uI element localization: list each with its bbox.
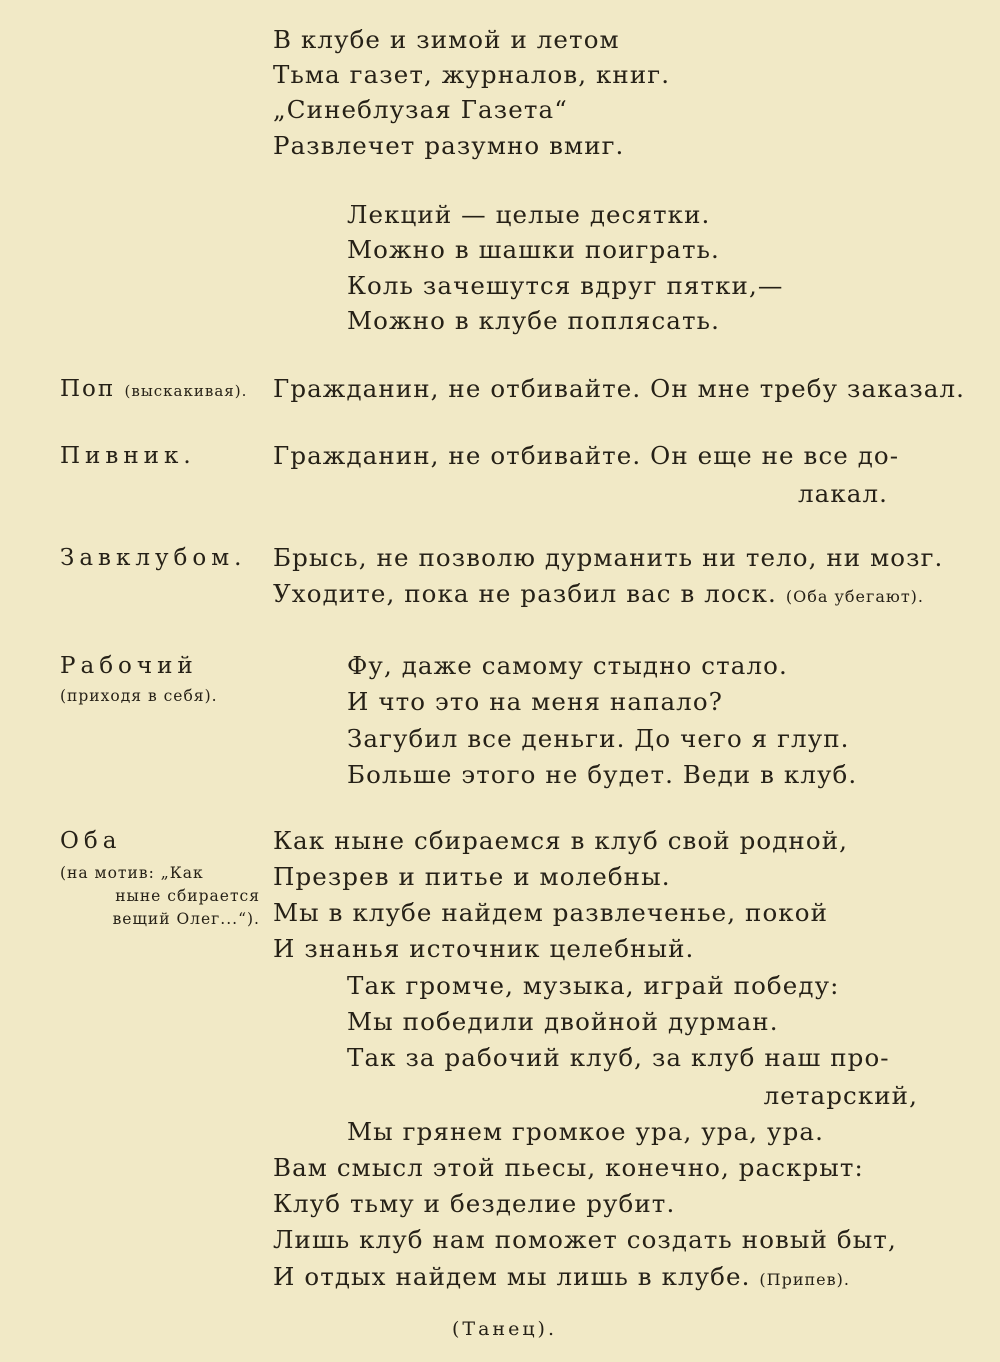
- verse-text: И отдых найдем мы лишь в клубе.: [273, 1262, 751, 1291]
- refrain-line: Мы победили двойной дурман.: [347, 1007, 779, 1036]
- speaker-name: Оба: [60, 828, 122, 854]
- dialogue-line: Брысь, не позволю дурманить ни тело, ни мозг.: [273, 543, 944, 572]
- dialogue-line: [273, 579, 924, 612]
- closing-stage-direction: (Танец).: [452, 1318, 557, 1340]
- refrain-line: Так громче, музыка, играй победу:: [347, 971, 840, 1000]
- verse-line: Тьма газет, журналов, книг.: [273, 60, 671, 89]
- verse-line: В клубе и зимой и летом: [273, 25, 620, 54]
- verse-line: Лекций — целые десятки.: [347, 200, 711, 229]
- verse-line: Как ныне сбираемся в клуб свой родной,: [273, 826, 849, 855]
- stage-direction: (на мотив: „Как: [60, 864, 204, 882]
- speaker-name: Пивник.: [60, 443, 196, 469]
- speaker-pop: [60, 374, 247, 406]
- stage-direction: вещий Олег...“).: [112, 910, 260, 928]
- verse-line: Коль зачешутся вдруг пятки,—: [347, 271, 784, 300]
- stage-direction: ныне сбирается: [115, 887, 260, 905]
- verse-line: Мы в клубе найдем развлеченье, покой: [273, 898, 828, 927]
- stage-direction: (Припев).: [759, 1270, 850, 1289]
- verse-line: Фу, даже самому стыдно стало.: [347, 651, 788, 680]
- verse-line: „Синеблузая Газета“: [273, 95, 568, 124]
- verse-line: Больше этого не будет. Веди в клуб.: [347, 760, 858, 789]
- verse-line: И что это на меня напало?: [347, 687, 723, 716]
- verse-line: Клуб тьму и безделие рубит.: [273, 1189, 676, 1218]
- verse-line: Можно в клубе поплясать.: [347, 306, 720, 335]
- dialogue-line: Гражданин, не отбивайте. Он еще не все до-: [273, 441, 900, 470]
- verse-line: Развлечет разумно вмиг.: [273, 131, 625, 160]
- verse-line: Загубил все деньги. До чего я глуп.: [347, 724, 850, 753]
- speaker-name: Рабочий: [60, 653, 198, 679]
- dialogue-line: лакал.: [797, 479, 888, 508]
- refrain-line: Мы грянем громкое ура, ура, ура.: [347, 1117, 824, 1146]
- refrain-line: Так за рабочий клуб, за клуб наш про-: [347, 1043, 890, 1072]
- refrain-line: летарский,: [763, 1081, 918, 1110]
- verse-line: Лишь клуб нам поможет создать новый быт,: [273, 1225, 897, 1254]
- stage-direction: (приходя в себя).: [60, 687, 218, 705]
- verse-line: Можно в шашки поиграть.: [347, 235, 720, 264]
- verse-line: Вам смысл этой пьесы, конечно, раскрыт:: [273, 1153, 864, 1182]
- speaker-name: Завклубом.: [60, 545, 247, 571]
- stage-direction: (Оба убегают).: [785, 587, 924, 606]
- verse-line: [273, 1262, 850, 1295]
- speaker-name: Поп: [60, 376, 116, 402]
- verse-line: Презрев и питье и молебны.: [273, 862, 671, 891]
- dialogue-text: Уходите, пока не разбил вас в лоск.: [273, 579, 777, 608]
- verse-line: И знанья источник целебный.: [273, 934, 695, 963]
- dialogue-line: Гражданин, не отбивайте. Он мне требу заказал.: [273, 374, 966, 403]
- stage-direction: (выскакивая).: [124, 382, 248, 400]
